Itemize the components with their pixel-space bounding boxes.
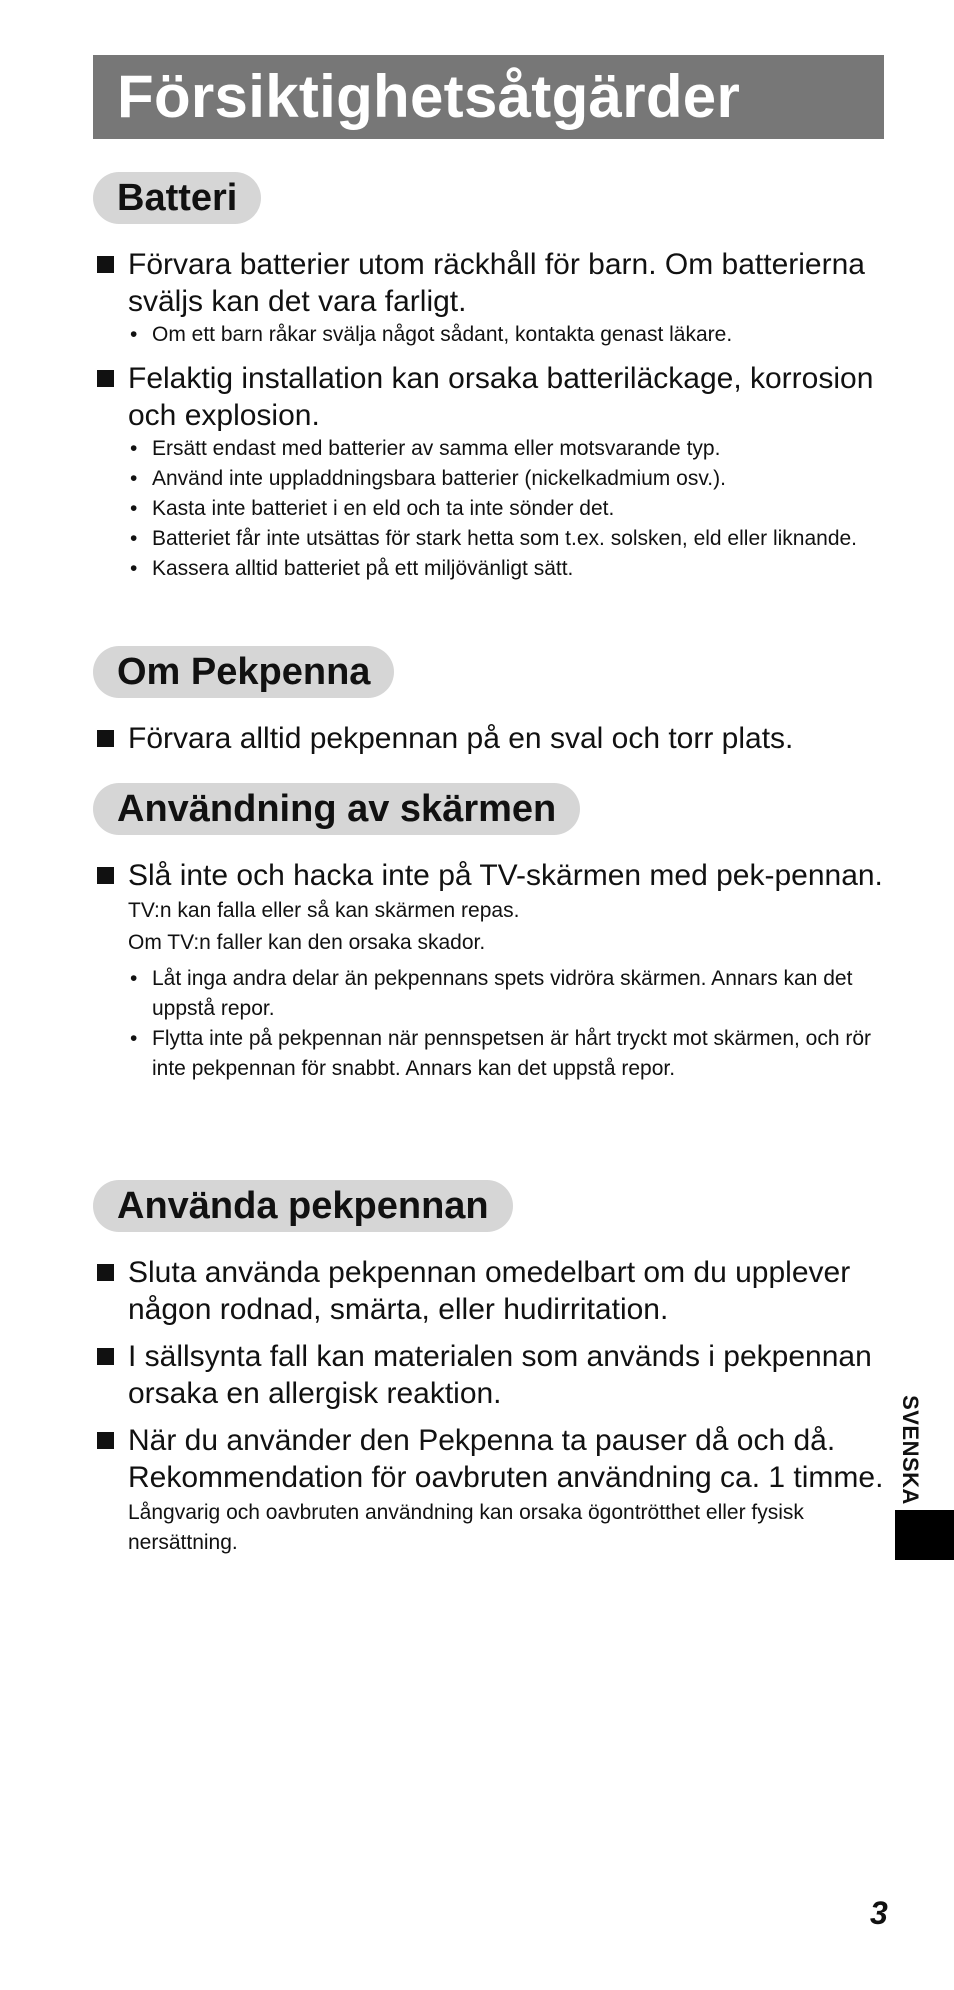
sub-list (128, 964, 888, 1084)
square-bullet-icon (97, 1348, 114, 1365)
sub-item: • Kasta inte batteriet i en eld och ta inte sönder det. (130, 497, 615, 520)
sub-item: • Låt inga andra delar än pekpennans spets vidröra skärmen. Annars kan det uppstå repor. (130, 967, 853, 1020)
note-text: Långvarig och oavbruten användning kan orsaka ögontrötthet eller fysisk nersättning. (128, 1501, 804, 1554)
sub-item: • Använd inte uppladdningsbara batterier (nickelkadmium osv.). (130, 467, 726, 490)
section-anvanda-pekpennan (93, 1180, 888, 1558)
square-bullet-icon (97, 1432, 114, 1449)
sub-item: • Om ett barn råkar svälja något sådant, kontakta genast läkare. (130, 323, 733, 346)
section-heading: Om Pekpenna (93, 646, 394, 698)
bullet-text: Sluta använda pekpennan omedelbart om du upplever någon rodnad, smärta, eller hudirritation. (128, 1256, 851, 1326)
sub-item: • Ersätt endast med batterier av samma eller motsvarande typ. (130, 437, 721, 460)
bullet-item (93, 1422, 888, 1558)
section-heading: Batteri (93, 172, 261, 224)
bullet-item (93, 720, 888, 757)
note-text: TV:n kan falla eller så kan skärmen repas. (128, 899, 520, 922)
bullet-item (93, 1338, 888, 1412)
bullet-item (93, 1254, 888, 1328)
square-bullet-icon (97, 867, 114, 884)
section-anvandning-av-skarmen (93, 783, 888, 1084)
section-heading: Använda pekpennan (93, 1180, 513, 1232)
section-om-pekpenna (93, 646, 888, 757)
language-tab-marker (895, 1510, 954, 1560)
page-number: 3 (870, 1895, 888, 1931)
bullet-item (93, 857, 888, 1084)
section-batteri (93, 172, 888, 584)
bullet-text: Förvara alltid pekpennan på en sval och torr plats. (128, 722, 794, 755)
sub-list (128, 434, 888, 584)
bullet-text: Slå inte och hacka inte på TV-skärmen med pek-pennan. (128, 859, 883, 892)
sub-item: • Batteriet får inte utsättas för stark hetta som t.ex. solsken, eld eller liknande. (130, 527, 858, 550)
bullet-item (93, 360, 888, 584)
square-bullet-icon (97, 1264, 114, 1281)
page-title: Försiktighetsåtgärder (117, 63, 741, 130)
note-text: Om TV:n faller kan den orsaka skador. (128, 931, 486, 954)
square-bullet-icon (97, 370, 114, 387)
section-heading: Användning av skärmen (93, 783, 580, 835)
sub-item: • Flytta inte på pekpennan när pennspetsen är hårt tryckt mot skärmen, och rör inte pekpennan för snabbt. Annars kan det uppstå repor. (130, 1027, 872, 1080)
language-tab-label: SVENSKA (898, 1395, 923, 1505)
square-bullet-icon (97, 256, 114, 273)
bullet-text: Förvara batterier utom räckhåll för barn. Om batterierna sväljs kan det vara farligt. (128, 248, 865, 318)
title-bar (93, 55, 884, 139)
bullet-item (93, 246, 888, 350)
bullet-text: Felaktig installation kan orsaka batteriläckage, korrosion och explosion. (128, 362, 874, 432)
bullet-text: I sällsynta fall kan materialen som används i pekpennan orsaka en allergisk reaktion. (128, 1340, 872, 1410)
language-tab (895, 1395, 925, 1505)
sub-item: • Kassera alltid batteriet på ett miljövänligt sätt. (130, 557, 574, 580)
bullet-text: När du använder den Pekpenna ta pauser då och då. Rekommendation för oavbruten användning ca. 1 timme. (128, 1424, 884, 1494)
square-bullet-icon (97, 730, 114, 747)
sub-list (128, 320, 888, 350)
